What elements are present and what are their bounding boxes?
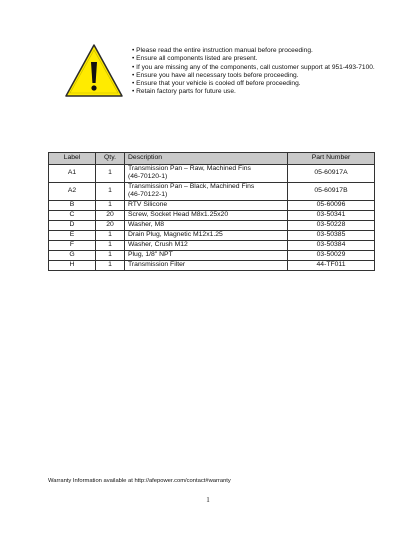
cell-part-number: 05-60096	[288, 200, 375, 210]
cell-part-number: 03-50228	[288, 220, 375, 230]
warning-triangle-icon	[64, 43, 124, 98]
cell-label: A2	[49, 182, 96, 200]
cell-label: A1	[49, 165, 96, 183]
table-header-row	[49, 153, 375, 165]
cell-qty: 1	[96, 250, 125, 260]
cell-part-number: 03-50385	[288, 230, 375, 240]
cell-label: D	[49, 220, 96, 230]
cell-description: Washer, M8	[125, 220, 288, 230]
page-number: 1	[206, 496, 210, 504]
cell-label: H	[49, 260, 96, 270]
note-item: • Ensure you have all necessary tools before proceeding.	[132, 72, 375, 80]
cell-part-number: 03-50029	[288, 250, 375, 260]
description-line: Transmission Pan – Black, Machined Fins	[128, 182, 255, 190]
cell-label: G	[49, 250, 96, 260]
cell-label: B	[49, 200, 96, 210]
cell-part-number: 03-50341	[288, 210, 375, 220]
note-item: • Please read the entire instruction manual before proceeding.	[132, 47, 375, 55]
cell-qty: 1	[96, 240, 125, 250]
cell-description: Drain Plug, Magnetic M12x1.25	[125, 230, 288, 240]
cell-description: Screw, Socket Head M8x1.25x20	[125, 210, 288, 220]
table-row	[49, 210, 375, 220]
cell-description	[125, 165, 288, 183]
header-part-number: Part Number	[288, 153, 375, 165]
note-item: • Retain factory parts for future use.	[132, 88, 375, 96]
cell-label: F	[49, 240, 96, 250]
cell-qty: 1	[96, 260, 125, 270]
header-label: Label	[49, 153, 96, 165]
table-row	[49, 182, 375, 200]
table-row	[49, 250, 375, 260]
instruction-notes	[132, 47, 375, 97]
cell-label: C	[49, 210, 96, 220]
table-row	[49, 220, 375, 230]
note-item: • If you are missing any of the components, call customer support at 951-493-7100.	[132, 64, 375, 72]
description-line: (46-70122-1)	[128, 191, 168, 199]
cell-description: Transmission Filter	[125, 260, 288, 270]
warranty-footer: Warranty Information available at http://afepower.com/contact#warranty	[48, 478, 231, 484]
cell-qty: 20	[96, 210, 125, 220]
table-row	[49, 200, 375, 210]
header-description: Description	[125, 153, 288, 165]
cell-description: Plug, 1/8" NPT	[125, 250, 288, 260]
cell-part-number: 03-50384	[288, 240, 375, 250]
parts-table	[48, 152, 375, 271]
cell-qty: 1	[96, 182, 125, 200]
cell-description	[125, 182, 288, 200]
table-row	[49, 230, 375, 240]
cell-description: RTV Silicone	[125, 200, 288, 210]
table-row	[49, 240, 375, 250]
cell-part-number: 44-TF011	[288, 260, 375, 270]
table-row	[49, 165, 375, 183]
cell-label: E	[49, 230, 96, 240]
cell-qty: 1	[96, 165, 125, 183]
cell-qty: 20	[96, 220, 125, 230]
description-line: (46-70120-1)	[128, 173, 168, 181]
header-qty: Qty.	[96, 153, 125, 165]
cell-description: Washer, Crush M12	[125, 240, 288, 250]
table-row	[49, 260, 375, 270]
cell-part-number: 05-60917A	[288, 165, 375, 183]
cell-part-number: 05-60917B	[288, 182, 375, 200]
note-item: • Ensure all components listed are present.	[132, 55, 375, 63]
note-item: • Ensure that your vehicle is cooled off before proceeding.	[132, 80, 375, 88]
description-line: Transmission Pan – Raw, Machined Fins	[128, 165, 251, 172]
cell-qty: 1	[96, 230, 125, 240]
cell-qty: 1	[96, 200, 125, 210]
